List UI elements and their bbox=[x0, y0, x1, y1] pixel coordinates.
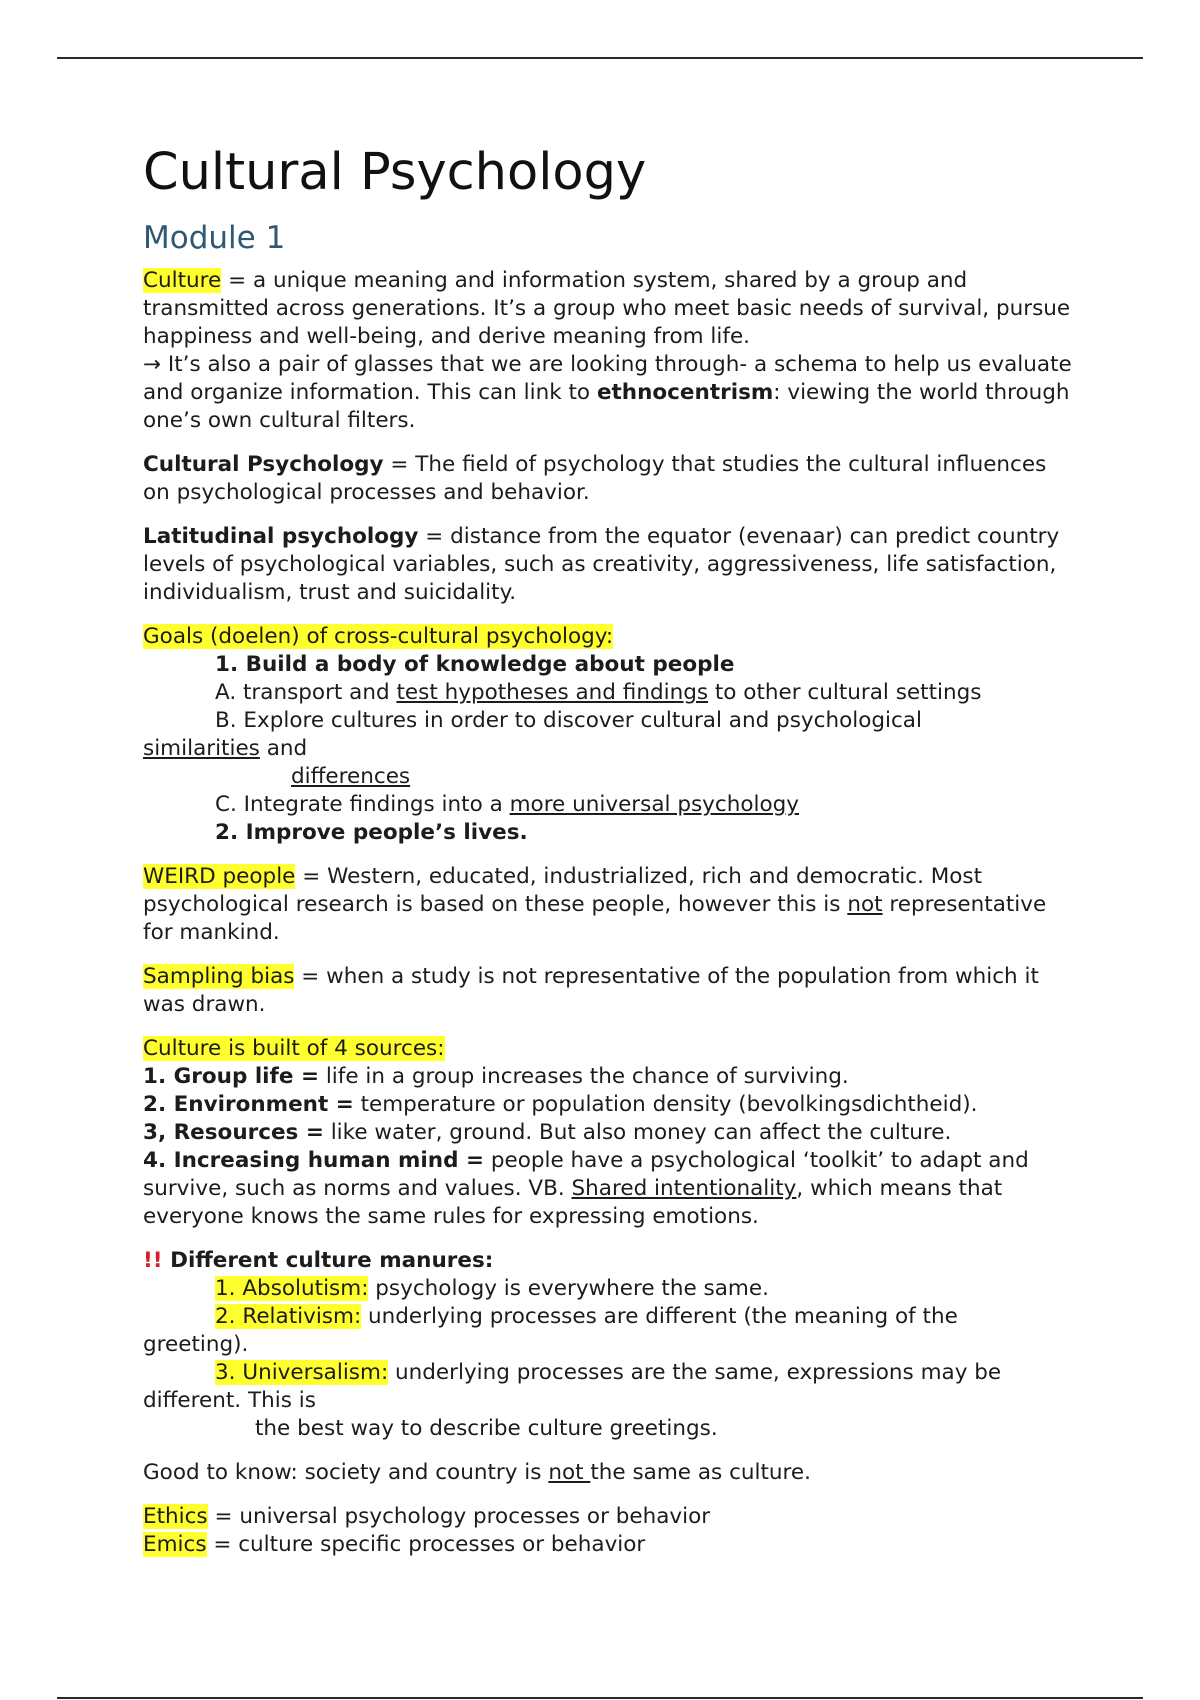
term-cultural-psychology: Cultural Psychology bbox=[143, 452, 384, 477]
term-latitudinal-psychology: Latitudinal psychology bbox=[143, 524, 419, 549]
goal-1b-and: and bbox=[259, 736, 308, 761]
sampling-definition: = when a study is not representative of the population from which it was drawn. bbox=[143, 964, 1039, 1017]
goal-1 bbox=[143, 651, 1073, 679]
arrow-icon: → bbox=[143, 352, 162, 377]
source-1-label: 1. Group life = bbox=[143, 1064, 319, 1089]
sources-heading bbox=[143, 1035, 1073, 1063]
term-emics: Emics bbox=[143, 1532, 207, 1557]
goal-1b-continued bbox=[143, 735, 1073, 763]
manure-1-text: psychology is everywhere the same. bbox=[368, 1276, 769, 1301]
source-1 bbox=[143, 1063, 1073, 1091]
manure-3-last bbox=[143, 1415, 1073, 1443]
source-4-text: people have a psychological ‘toolkit’ to adapt and survive, such as norms and values. VB. bbox=[143, 1148, 1029, 1201]
manure-2 bbox=[143, 1303, 1073, 1331]
good-to-know-not: not bbox=[548, 1460, 591, 1485]
term-culture: Culture bbox=[143, 268, 222, 293]
emics-definition: = culture specific processes or behavior bbox=[206, 1532, 646, 1557]
goal-1b-text: B. Explore cultures in order to discover cultural and psychological bbox=[215, 708, 922, 733]
manure-3-text: underlying processes are the same, expressions may be bbox=[388, 1360, 1002, 1385]
manure-3-text-end: the best way to describe culture greetings. bbox=[255, 1416, 718, 1441]
goal-1-text: 1. Build a body of knowledge about people bbox=[215, 652, 735, 677]
goal-1b-similarities: similarities bbox=[143, 736, 260, 761]
manure-3-text-mid: different. This is bbox=[143, 1388, 316, 1413]
warning-icon: !! bbox=[143, 1248, 163, 1273]
manure-2-text-end: greeting). bbox=[143, 1332, 249, 1357]
manure-2-term: 2. Relativism: bbox=[215, 1304, 362, 1329]
source-2-label: 2. Environment = bbox=[143, 1092, 354, 1117]
page-title: Cultural Psychology bbox=[143, 143, 647, 202]
goal-1a-suffix: to other cultural settings bbox=[708, 680, 982, 705]
source-3 bbox=[143, 1119, 1073, 1147]
culture-glasses-text: It’s also a pair of glasses that we are looking through- a schema to help us evaluate and organize information. This can link to bbox=[143, 352, 1072, 405]
good-to-know-text: Good to know: society and country is bbox=[143, 1460, 549, 1485]
document-body bbox=[143, 267, 1073, 1559]
shared-intentionality: Shared intentionality bbox=[571, 1176, 797, 1201]
source-4 bbox=[143, 1147, 1073, 1231]
latitudinal-paragraph bbox=[143, 523, 1073, 607]
weird-not: not bbox=[847, 892, 883, 917]
latitudinal-definition: = distance from the equator (evenaar) can predict country levels of psychological variables, such as creativity, aggressiveness, life satisfaction, individualism, trust and suicidality. bbox=[143, 524, 1060, 605]
manures-heading-text: Different culture manures: bbox=[162, 1248, 494, 1273]
manure-2-text: underlying processes are different (the meaning of the bbox=[361, 1304, 958, 1329]
goal-1b-differences: differences bbox=[291, 764, 411, 789]
header-rule bbox=[57, 57, 1143, 59]
goal-1b bbox=[143, 707, 1073, 735]
manure-3 bbox=[143, 1359, 1073, 1387]
term-ethics: Ethics bbox=[143, 1504, 208, 1529]
goal-2 bbox=[143, 819, 1073, 847]
manure-2-continued bbox=[143, 1331, 1073, 1359]
good-to-know bbox=[143, 1459, 1073, 1487]
source-1-text: life in a group increases the chance of surviving. bbox=[319, 1064, 849, 1089]
emics-line bbox=[143, 1531, 1073, 1559]
culture-definition: = a unique meaning and information system, shared by a group and transmitted across generations. It’s a group who meet basic needs of survival, pursue happiness and well-being, and derive meaning from life. bbox=[143, 268, 1071, 349]
weird-paragraph bbox=[143, 863, 1073, 947]
sampling-paragraph bbox=[143, 963, 1073, 1019]
goal-1c-prefix: C. Integrate findings into a bbox=[215, 792, 510, 817]
source-4-label: 4. Increasing human mind = bbox=[143, 1148, 484, 1173]
weird-definition-end: representative for mankind. bbox=[143, 892, 1047, 945]
source-2 bbox=[143, 1091, 1073, 1119]
manure-3-continued bbox=[143, 1387, 1073, 1415]
good-to-know-end: the same as culture. bbox=[590, 1460, 811, 1485]
goal-1a bbox=[143, 679, 1073, 707]
cultural-psychology-definition: = The field of psychology that studies the cultural influences on psychological processes and behavior. bbox=[143, 452, 1047, 505]
source-3-label: 3, Resources = bbox=[143, 1120, 324, 1145]
source-4-text-end: , which means that everyone knows the same rules for expressing emotions. bbox=[143, 1176, 1003, 1229]
goals-heading bbox=[143, 623, 1073, 651]
term-ethnocentrism: ethnocentrism bbox=[596, 380, 774, 405]
culture-paragraph bbox=[143, 267, 1073, 351]
culture-glasses-paragraph bbox=[143, 351, 1073, 435]
goal-2-text: 2. Improve people’s lives. bbox=[215, 820, 528, 845]
goal-1a-underlined: test hypotheses and findings bbox=[396, 680, 709, 705]
term-weird-people: WEIRD people bbox=[143, 864, 296, 889]
ethnocentrism-definition: : viewing the world through one’s own cultural filters. bbox=[143, 380, 1070, 433]
goal-1c bbox=[143, 791, 1073, 819]
module-heading: Module 1 bbox=[143, 220, 286, 256]
manure-3-term: 3. Universalism: bbox=[215, 1360, 389, 1385]
goal-1b-differences-line bbox=[143, 763, 1073, 791]
footer-rule bbox=[57, 1697, 1143, 1699]
ethics-line bbox=[143, 1503, 1073, 1531]
source-3-text: like water, ground. But also money can affect the culture. bbox=[323, 1120, 952, 1145]
manure-1 bbox=[143, 1275, 1073, 1303]
goal-1c-underlined: more universal psychology bbox=[509, 792, 799, 817]
cultural-psychology-paragraph bbox=[143, 451, 1073, 507]
source-2-text: temperature or population density (bevolkingsdichtheid). bbox=[353, 1092, 978, 1117]
weird-definition: = Western, educated, industrialized, rich and democratic. Most psychological research is based on these people, however this is bbox=[143, 864, 983, 917]
goals-heading-text: Goals (doelen) of cross-cultural psychology: bbox=[143, 624, 614, 649]
sources-heading-text: Culture is built of 4 sources: bbox=[143, 1036, 445, 1061]
manures-heading bbox=[143, 1247, 1073, 1275]
manure-1-term: 1. Absolutism: bbox=[215, 1276, 369, 1301]
ethics-definition: = universal psychology processes or behavior bbox=[207, 1504, 711, 1529]
goal-1a-prefix: A. transport and bbox=[215, 680, 397, 705]
term-sampling-bias: Sampling bias bbox=[143, 964, 295, 989]
